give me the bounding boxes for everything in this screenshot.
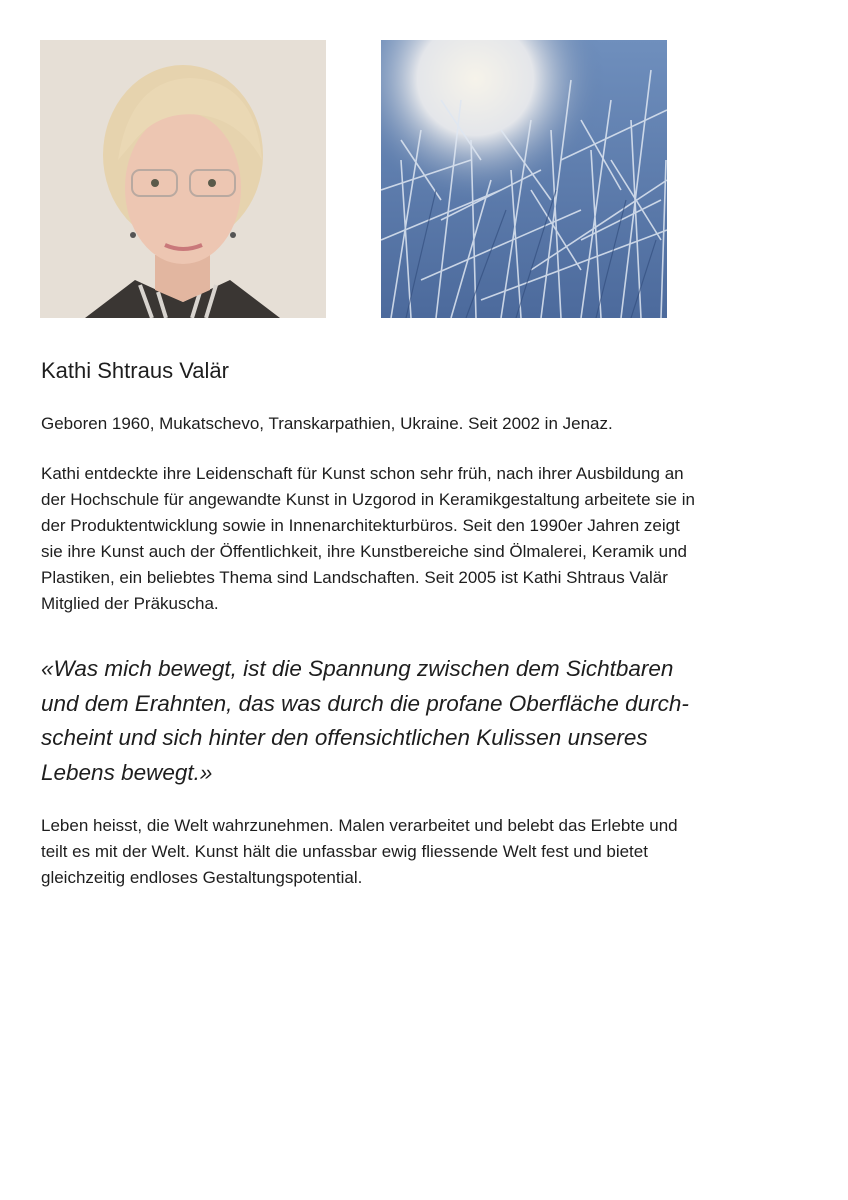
biography-paragraph [41,461,821,617]
bio-line: sie ihre Kunst auch der Öffentlichkeit, ihre Kunstbereiche sind Ölmalerei, Keramik und [41,542,688,561]
portrait-image [40,40,326,318]
bio-line: der Hochschule für angewandte Kunst in Uzgorod in Keramikgestaltung arbeitete sie in [41,490,695,509]
artist-portrait-photo [40,40,326,318]
painting-image [381,40,667,318]
artist-name: Kathi Shtraus Valär [41,358,229,383]
bio-line: der Produktentwicklung sowie in Innenarchitekturbüros. Seit den 1990er Jahren zeigt [41,516,680,535]
artwork-painting [381,40,667,318]
closing-line: gleichzeitig endloses Gestaltungspotential. [41,868,363,887]
quote-line: Lebens bewegt.» [41,759,213,785]
closing-line: Leben heisst, die Welt wahrzunehmen. Malen verarbeitet und belebt das Erlebte und [41,816,678,835]
quote-line: scheint und sich hinter den offensichtlichen Kulissen unseres [41,725,648,750]
birth-info: Geboren 1960, Mukatschevo, Transkarpathien, Ukraine. Seit 2002 in Jenaz. [41,414,613,433]
bio-line: Plastiken, ein beliebtes Thema sind Landschaften. Seit 2005 ist Kathi Shtraus Valär [41,568,668,587]
bio-line: Mitglied der Präkuscha. [41,594,219,613]
closing-line: teilt es mit der Welt. Kunst hält die unfassbar ewig fliessende Welt fest und bietet [41,842,648,861]
bio-line: Kathi entdeckte ihre Leidenschaft für Kunst schon sehr früh, nach ihrer Ausbildung an [41,464,684,483]
quote-line: und dem Erahnten, das was durch die profane Oberfläche durch- [41,690,689,716]
quote-line: «Was mich bewegt, ist die Spannung zwischen dem Sichtbaren [41,656,674,681]
artist-quote [41,652,821,790]
closing-paragraph [41,813,821,891]
